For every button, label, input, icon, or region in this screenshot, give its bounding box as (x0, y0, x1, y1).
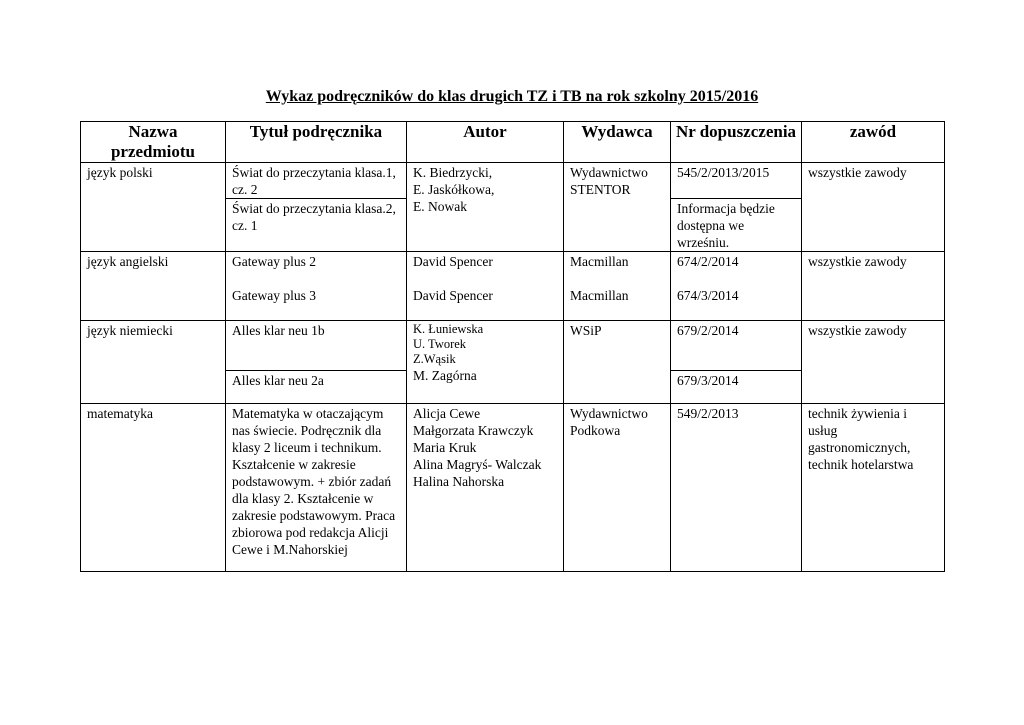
author-name: Alina Magryś- Walczak (413, 457, 542, 472)
document-title: Wykaz podręczników do klas drugich TZ i TB na rok szkolny 2015/2016 (265, 88, 759, 105)
publisher-cell: Wydawnictwo Podkowa (564, 404, 671, 572)
subject-cell: język angielski (81, 252, 226, 321)
author-cell (407, 252, 564, 321)
approval-number-cell: Informacja będzie dostępna we wrześniu. (671, 199, 802, 252)
profession-cell: technik żywienia i usług gastronomicznych, technik hotelarstwa (802, 404, 945, 572)
author-name: K. Biedrzycki, (413, 165, 493, 180)
book-title-cell: Alles klar neu 1b (226, 321, 407, 371)
table-row (81, 321, 945, 371)
approval-number-cell: 679/3/2014 (671, 371, 802, 404)
table-row (81, 252, 945, 321)
header-book-title: Tytuł podręcznika (226, 122, 407, 163)
author-cell (407, 321, 564, 404)
author-name: Z.Wąsik (413, 352, 456, 366)
book-title-cell (226, 252, 407, 321)
author-cell (407, 404, 564, 572)
header-publisher: Wydawca (564, 122, 671, 163)
approval-number: 674/2/2014 (677, 254, 739, 269)
author-name: Halina Nahorska (413, 474, 505, 489)
author-name: E. Nowak (413, 199, 467, 214)
subject-cell: język niemiecki (81, 321, 226, 404)
approval-number: 674/3/2014 (677, 288, 739, 303)
publisher-name: Macmillan (570, 288, 629, 303)
approval-number-cell: 679/2/2014 (671, 321, 802, 371)
author-name: M. Zagórna (413, 368, 477, 383)
profession-cell: wszystkie zawody (802, 252, 945, 321)
book-title-cell: Matematyka w otaczającym nas świecie. Podręcznik dla klasy 2 liceum i technikum. Kształcenie w zakresie podstawowym. + zbiór zadań dla klasy 2. Kształcenie w zakresie podstawowym. Praca zbiorowa pod redakcja Alicji Cewe i M.Nahorskiej (226, 404, 407, 572)
author-name: K. Łuniewska (413, 322, 484, 336)
book-title-cell: Świat do przeczytania klasa.1, cz. 2 (226, 163, 407, 199)
publisher-name: Macmillan (570, 254, 629, 269)
header-author: Autor (407, 122, 564, 163)
book-title-cell: Świat do przeczytania klasa.2, cz. 1 (226, 199, 407, 252)
author-cell (407, 163, 564, 252)
author-name: Maria Kruk (413, 440, 477, 455)
book-title-line: Gateway plus 3 (232, 288, 316, 303)
author-name: E. Jaskółkowa, (413, 182, 495, 197)
header-approval-number: Nr dopuszczenia (671, 122, 802, 163)
publisher-cell (564, 252, 671, 321)
approval-number-cell: 545/2/2013/2015 (671, 163, 802, 199)
header-row (81, 122, 945, 163)
book-title-cell: Alles klar neu 2a (226, 371, 407, 404)
publisher-cell: Wydawnictwo STENTOR (564, 163, 671, 252)
table-row (81, 404, 945, 572)
profession-cell: wszystkie zawody (802, 321, 945, 404)
author-name: U. Tworek (413, 337, 467, 351)
approval-number-cell (671, 252, 802, 321)
author-name: David Spencer (413, 288, 493, 303)
approval-number-cell: 549/2/2013 (671, 404, 802, 572)
header-subject: Nazwa przedmiotu (81, 122, 226, 163)
table-row (81, 163, 945, 199)
subject-cell: matematyka (81, 404, 226, 572)
author-name: Alicja Cewe (413, 406, 481, 421)
header-profession: zawód (802, 122, 945, 163)
author-name: David Spencer (413, 254, 493, 269)
textbook-table (80, 121, 945, 572)
publisher-cell: WSiP (564, 321, 671, 404)
book-title-line: Gateway plus 2 (232, 254, 316, 269)
profession-cell: wszystkie zawody (802, 163, 945, 252)
author-name: Małgorzata Krawczyk (413, 423, 534, 438)
subject-cell: język polski (81, 163, 226, 252)
